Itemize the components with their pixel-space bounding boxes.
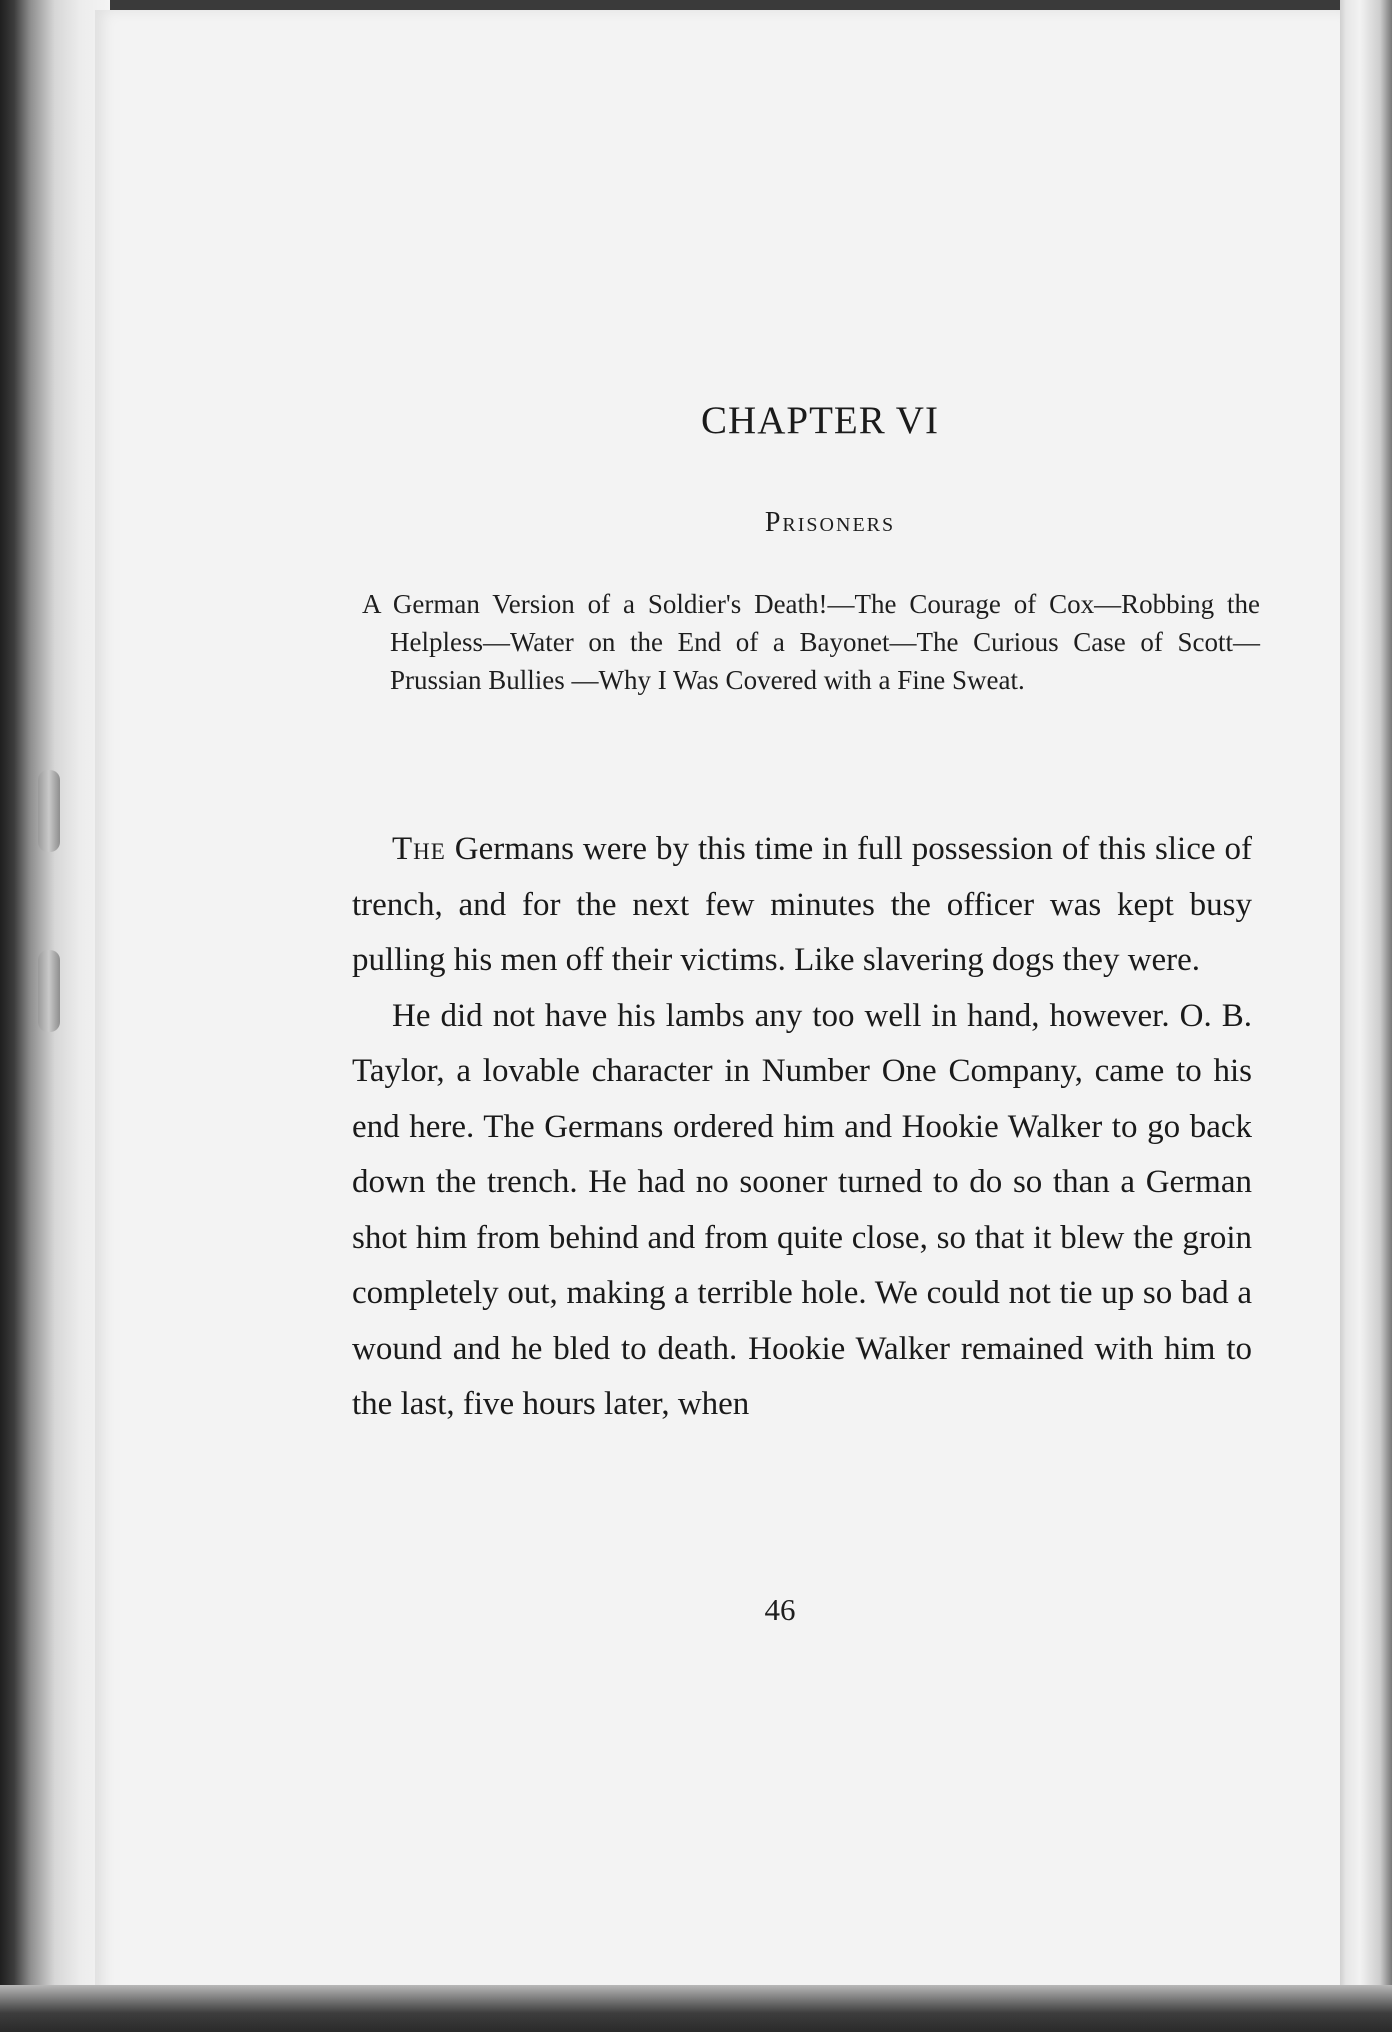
binding-ring [38, 950, 60, 1032]
paragraph: He did not have his lambs any too well in hand, however. O. B. Taylor, a lovable character in Number One Company, came to his end here. The Germans ordered him and Hookie Walker to go back down the trench. He had no sooner turned to do so than a German shot him from behind and from quite close, so that it blew the groin completely out, making a terrible hole. We could not tie up so bad a wound and he bled to death. Hookie Walker remained with him to the last, five hours later, when [352, 997, 1252, 1422]
paragraph [352, 822, 1252, 989]
chapter-title: CHAPTER VI [701, 399, 939, 442]
chapter-synopsis: A German Version of a Soldier's Death!—The Courage of Cox—Robbing the Helpless—Water on the End of a Bayonet—The Curious Case of Scott—Prussian Bullies —Why I Was Covered with a Fine Sweat. [362, 589, 1260, 695]
page-edge [1340, 0, 1392, 2032]
page-number: 46 [764, 1592, 796, 1627]
lead-word: The [392, 831, 446, 867]
chapter-subtitle: Prisoners [764, 507, 896, 538]
binding-ring [38, 770, 60, 852]
page-bottom-shadow [0, 1985, 1392, 2032]
body-text [352, 822, 1252, 1433]
paragraph-text: Germans were by this time in full possession of this slice of trench, and for the next few minutes the officer was kept busy pulling his men off their victims. Like slavering dogs they were. [352, 831, 1252, 978]
